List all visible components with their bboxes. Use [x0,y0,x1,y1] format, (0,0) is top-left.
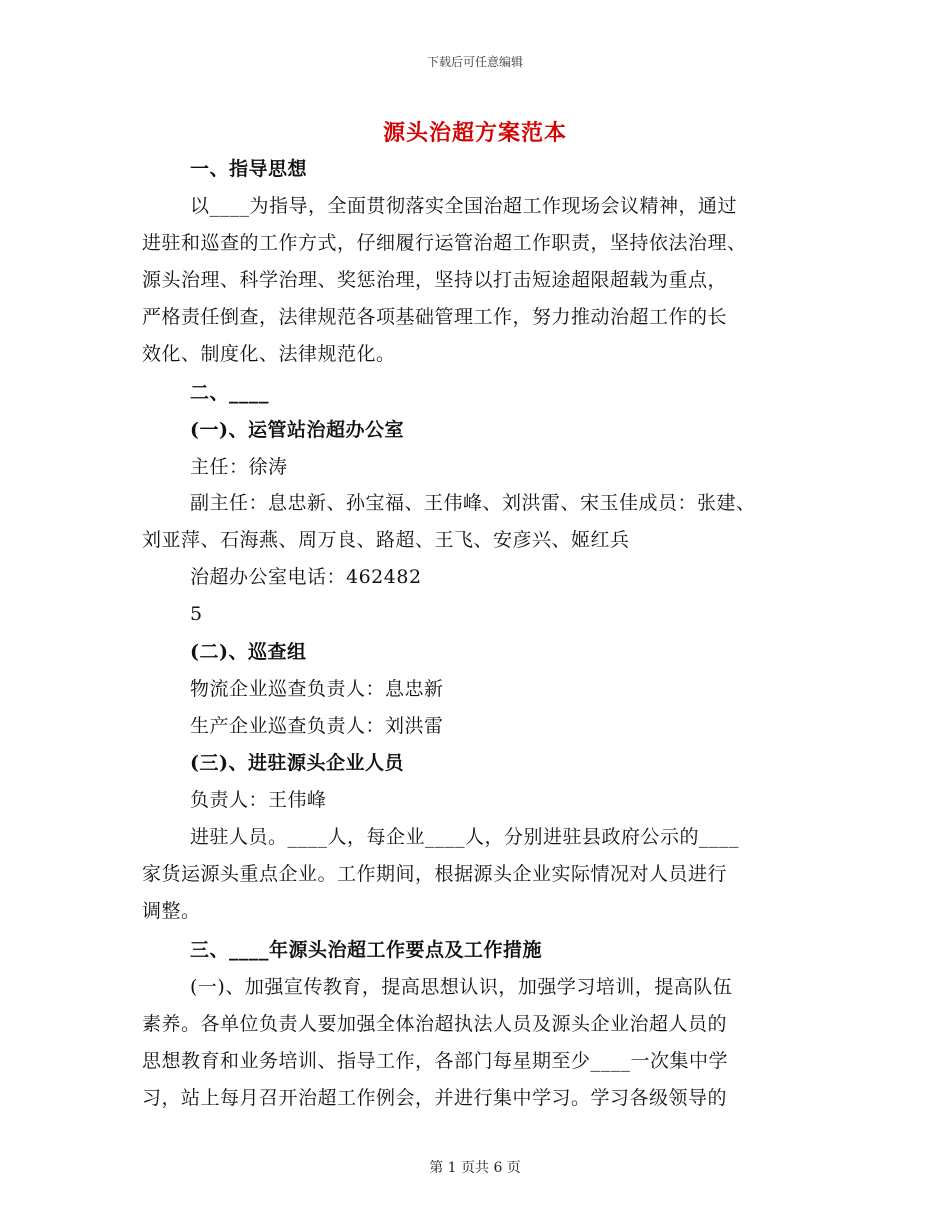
paragraph-line: 5 [190,603,203,625]
paragraph-line: 家货运源头重点企业。工作期间，根据源头企业实际情况对人员进行 [142,863,728,885]
page-footer: 第 1 页共 6 页 [429,1160,521,1176]
paragraph-line: 主任：徐涛 [190,456,288,478]
paragraph-line: 刘亚萍、石海燕、周万良、路超、王飞、安彦兴、姬红兵 [142,529,630,551]
subsection-heading: (一)、运管站治超办公室 [190,419,404,441]
paragraph-line: 素养。各单位负责人要加强全体治超执法人员及源头企业治超人员的 [142,1013,728,1035]
paragraph-line: 进驻和巡查的工作方式，仔细履行运管治超工作职责，坚持依法治理、 [142,232,747,254]
document-title: 源头治超方案范本 [382,120,567,146]
section-heading: 三、____年源头治超工作要点及工作措施 [190,939,543,961]
paragraph-line: 副主任：息忠新、孙宝福、王伟峰、刘洪雷、宋玉佳成员：张建、 [190,492,756,514]
paragraph-line: 调整。 [142,900,201,922]
paragraph-line: 源头治理、科学治理、奖惩治理，坚持以打击短途超限超载为重点， [142,269,728,291]
paragraph-line: 进驻人员。____人，每企业____人，分别进驻县政府公示的____ [190,826,740,848]
paragraph-line: 习，站上每月召开治超工作例会，并进行集中学习。学习各级领导的 [142,1087,728,1109]
section-heading: 一、指导思想 [190,158,308,180]
paragraph-line: 物流企业巡查负责人：息忠新 [190,678,444,700]
paragraph-line: 负责人：王伟峰 [190,789,327,811]
paragraph-line: 以____为指导，全面贯彻落实全国治超工作现场会议精神，通过 [190,195,738,217]
paragraph-line: (一)、加强宣传教育，提高思想认识，加强学习培训，提高队伍 [190,976,733,998]
paragraph-line: 严格责任倒查，法律规范各项基础管理工作，努力推动治超工作的长 [142,306,728,328]
paragraph-line: 效化、制度化、法律规范化。 [142,343,396,365]
paragraph-line: 治超办公室电话：462482 [190,566,422,588]
subsection-heading: (三)、进驻源头企业人员 [190,752,404,774]
paragraph-line: 生产企业巡查负责人：刘洪雷 [190,715,444,737]
paragraph-line: 思想教育和业务培训、指导工作，各部门每星期至少____一次集中学 [142,1050,729,1072]
header-note: 下载后可任意编辑 [426,55,523,69]
section-heading: 二、____ [190,382,270,404]
subsection-heading: (二)、巡查组 [190,641,307,663]
